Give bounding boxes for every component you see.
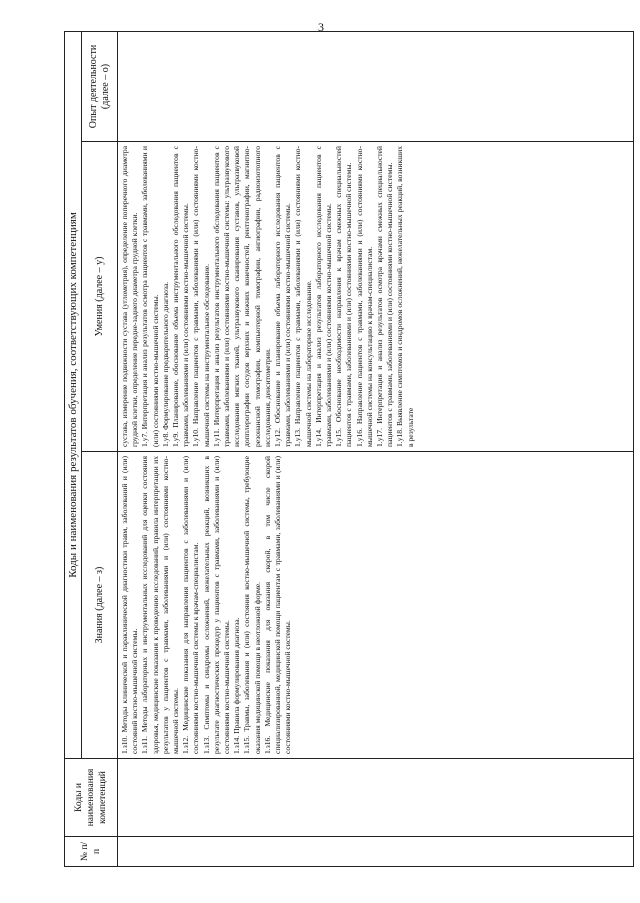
header-knowledge: Знания (далее – з) [82,452,118,759]
knowledge-item: 1.з16. Медицинские показания для оказания скорой, в том числе скорой специализированной, медицинской помощи пациентам с травмами, заболеваниями и (или) состояниями костно-мышечной системы. [262,456,293,754]
skill-item: 1.у17. Интерпретация и анализ результатов осмотра врачами смежных специальностей пациентов с травмами, заболеваниями и (или) состояниями костно-мышечной системы. [375,146,395,447]
skill-item: 1.у7. Интерпретация и анализ результатов осмотра пациентов с травмами, заболеваниями и (или) состояниями костно-мышечной системы. [140,146,160,447]
skill-item: 1.у16. Направление пациентов с травмами, заболеваниями и (или) состояниями костно-мышечной системы на консультацию к врачам-специалистам. [354,146,374,447]
knowledge-item: 1.з10. Методы клинической и параклинической диагностики травм, заболеваний и (или) состояний костно-мышечной системы. [120,456,140,754]
skill-item: 1.у15. Обоснование необходимости направления к врачам смежных специальностей пациентов с травмами, заболеваниями и (или) состояниями костно-мышечной системы. [334,146,354,447]
cell-number [118,837,634,867]
page-number: 3 [318,20,324,34]
knowledge-cell [118,452,634,759]
header-skills: Умения (далее – у) [82,142,118,452]
header-codes: Коды и наименования компетенций [65,759,118,837]
competencies-table [64,31,634,867]
header-experience: Опыт деятельности (далее – о) [82,31,118,141]
rotated-table-sheet [64,32,634,867]
skill-item: 1.у9. Планирование, обоснование объема инструментального обследования пациентов с травмами, заболеваниями и (или) состояниями костно-мышечной системы. [171,146,191,447]
skill-item: 1.у11. Интерпретация и анализ результатов инструментального обследования пациентов с травмами, заболеваниями и (или) состояниями костно-мышечной системы: ультразвукового исследования мягких тканей, ультразвукового сканирования суставов, ультразвуковой допплерографии сосудов верхних и нижних конечностей, рентгенографии, магнитно-резонансной томографии, компьютерной томографии, ангиографии, радиоизотопного исследования, денситометрии. [211,146,272,447]
header-results: Коды и наименования результатов обучения, соответствующих компетенциям [65,31,82,758]
skill-item: 1.у18. Выявление симптомов и синдромов осложнений, нежелательных реакций, возникших в результате [395,146,415,447]
knowledge-item: 1.з13. Симптомы и синдромы осложнений, нежелательных реакций, возникших в результате диагностических процедур у пациентов с травмами, заболеваниями и (или) состояниями костно-мышечной системы. [201,456,232,754]
knowledge-item: 1.з15. Травмы, заболевания и (или) состояния костно-мышечной системы, требующие оказания медицинской помощи в неотложной форме. [242,456,262,754]
skills-cell [118,142,634,452]
skill-item: 1.у10. Направление пациентов с травмами, заболеваниями и (или) состояниями костно-мышечной системы на инструментальное обследование. [191,146,211,447]
header-number: № п/п [65,837,118,867]
skill-item: 1.у14. Интерпретация и анализ результатов лабораторного исследования пациентов с травмами, заболеваниями и (или) состояниями костно-мышечной системы. [313,146,334,447]
skill-item: 1.у13. Направление пациентов с травмами, заболеваниями и (или) состояниями костно-мышечной системы на лабораторное исследование. [293,146,313,447]
knowledge-item: 1.з14. Правила формулирования диагноза. [232,617,242,754]
skill-item: 1.у12. Обоснование и планирование объема лабораторного исследования пациентов с травмами, заболеваниями и (или) состояниями костно-мышечной системы. [273,146,293,447]
knowledge-item: 1.з11. Методы лабораторных и инструментальных исследований для оценки состояния здоровья, медицинские показания к проведению исследований, правила интерпретации их результатов у пациентов с травмами, заболеваниями и (или) состояниями костно-мышечной системы. [140,456,181,754]
experience-cell [118,31,634,141]
cell-codes [118,759,634,837]
skill-item: сустава, измерение подвижности сустава (углометрия), определение поперечного диаметра грудной клетки, определение передне-заднего диаметра грудной клетки. [120,146,140,447]
skill-item: 1.у8. Формулирование предварительного диагноза. [160,281,170,447]
knowledge-item: 1.з12. Медицинские показания для направления пациентов с заболеваниями и (или) состояниями костно-мышечной системы к врачам-специалистам. [181,456,201,754]
